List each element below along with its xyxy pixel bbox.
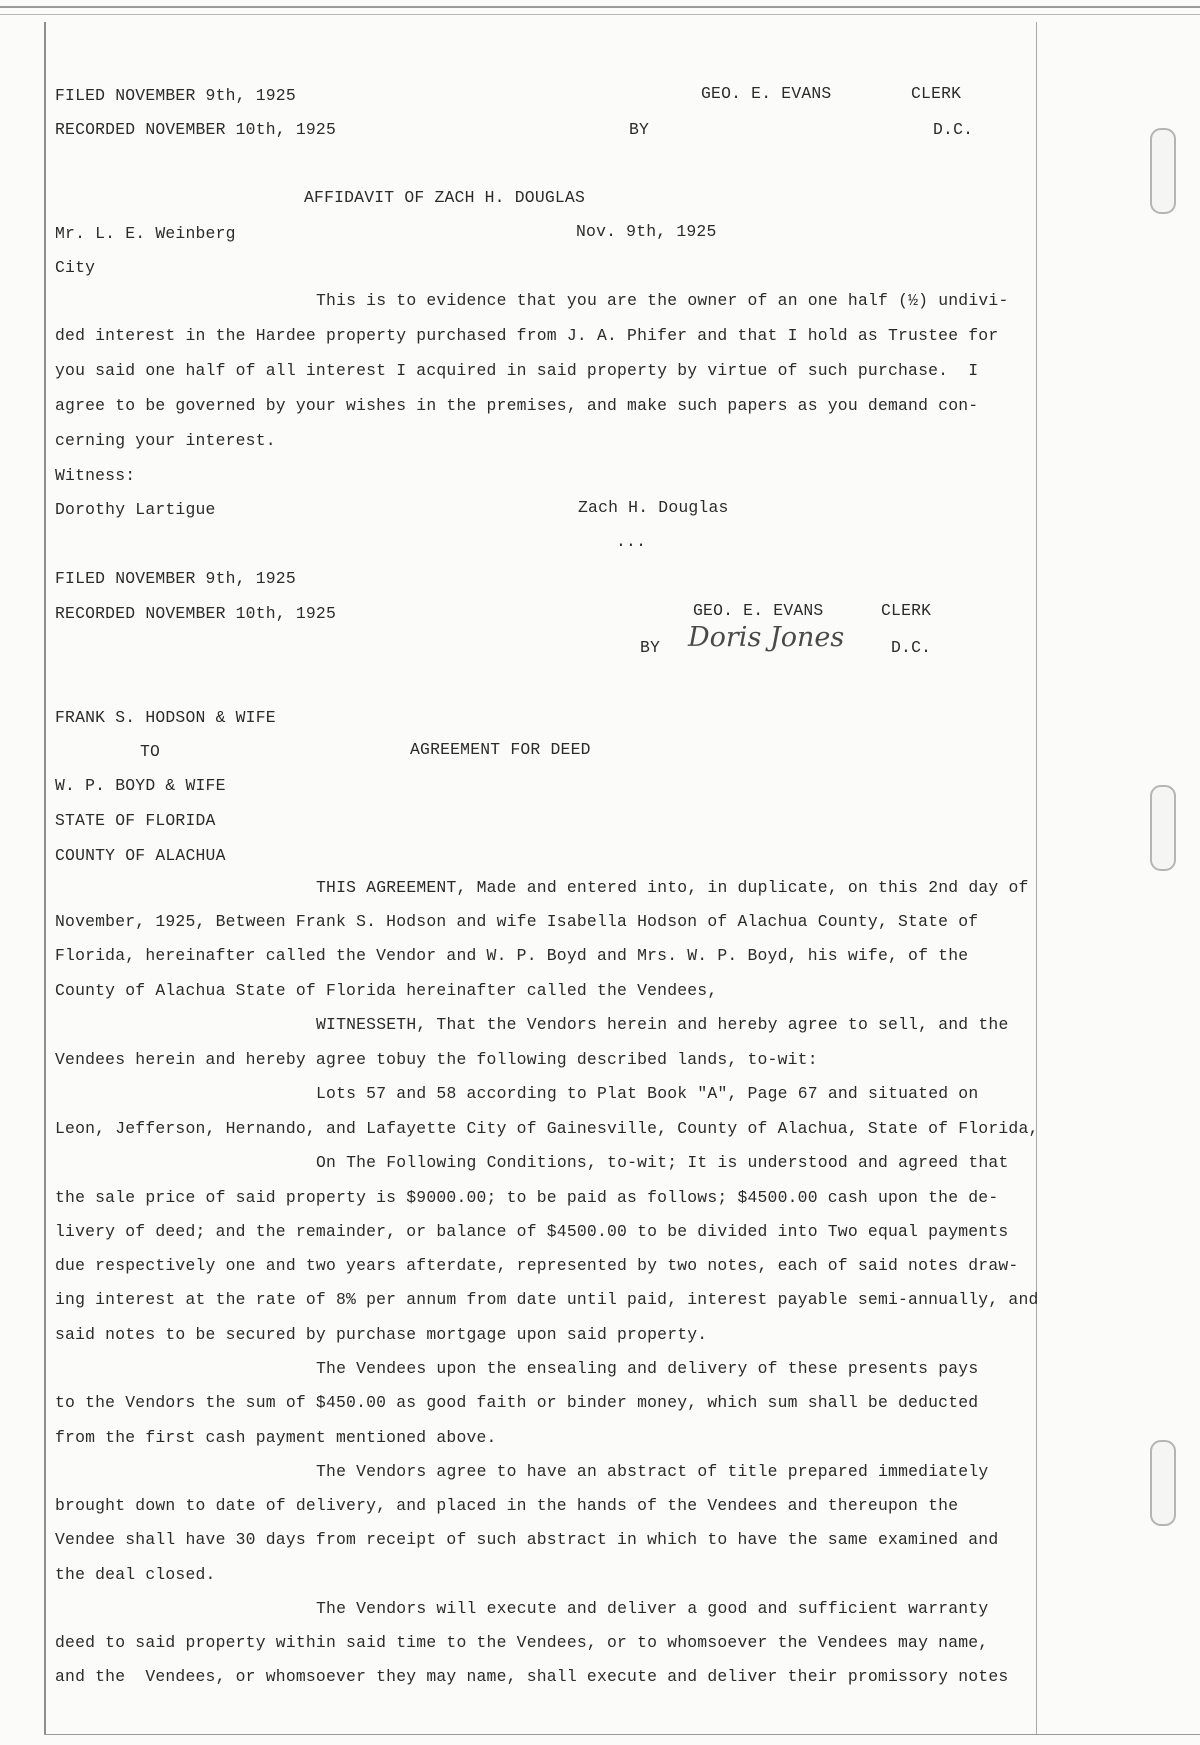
- left-margin-line: [44, 22, 46, 1734]
- binder-hole-icon: [1150, 128, 1176, 214]
- affidavit-paragraph-line: cerning your interest.: [55, 431, 276, 450]
- agreement-title: AGREEMENT FOR DEED: [410, 740, 591, 759]
- agreement-paragraph-line: The Vendees upon the ensealing and delivery of these presents pays: [316, 1359, 979, 1378]
- recorded-date: RECORDED NOVEMBER 10th, 1925: [55, 120, 337, 139]
- agreement-paragraph-line: The Vendors will execute and deliver a good and sufficient warranty: [316, 1599, 989, 1618]
- deputy-clerk-label: D.C.: [891, 638, 932, 657]
- recorded-date: RECORDED NOVEMBER 10th, 1925: [55, 604, 337, 623]
- top-page-rule: [0, 6, 1200, 15]
- clerk-label: CLERK: [881, 601, 932, 620]
- affidavit-paragraph-line: agree to be governed by your wishes in the premises, and make such papers as you demand con-: [55, 396, 979, 415]
- affidavit-title: AFFIDAVIT OF ZACH H. DOUGLAS: [304, 188, 586, 207]
- filed-date: FILED NOVEMBER 9th, 1925: [55, 569, 296, 588]
- agreement-paragraph-line: the sale price of said property is $9000.00; to be paid as follows; $4500.00 cash upon the de-: [55, 1188, 999, 1207]
- section-separator: ...: [616, 532, 647, 551]
- agreement-paragraph-line: due respectively one and two years afterdate, represented by two notes, each of said notes draw-: [55, 1256, 1019, 1275]
- by-label: BY: [629, 120, 650, 139]
- affidavit-paragraph-line: you said one half of all interest I acquired in said property by virtue of such purchase. I: [55, 361, 979, 380]
- agreement-paragraph-line: to the Vendors the sum of $450.00 as good faith or binder money, which sum shall be deducted: [55, 1393, 979, 1412]
- agreement-paragraph-line: and the Vendees, or whomsoever they may name, shall execute and deliver their promissory notes: [55, 1667, 1009, 1686]
- clerk-name: GEO. E. EVANS: [701, 84, 832, 103]
- witness-label: Witness:: [55, 466, 136, 485]
- clerk-label: CLERK: [911, 84, 962, 103]
- agreement-paragraph-line: On The Following Conditions, to-wit; It is understood and agreed that: [316, 1153, 1009, 1172]
- agreement-paragraph-line: Florida, hereinafter called the Vendor and W. P. Boyd and Mrs. W. P. Boyd, his wife, of the: [55, 946, 969, 965]
- agreement-paragraph-line: County of Alachua State of Florida hereinafter called the Vendees,: [55, 981, 718, 1000]
- right-margin-line: [1036, 22, 1037, 1734]
- agreement-paragraph-line: Lots 57 and 58 according to Plat Book "A", Page 67 and situated on: [316, 1084, 979, 1103]
- agreement-paragraph-line: November, 1925, Between Frank S. Hodson and wife Isabella Hodson of Alachua County, State of: [55, 912, 979, 931]
- agreement-paragraph-line: Vendee shall have 30 days from receipt of such abstract in which to have the same examined and: [55, 1530, 999, 1549]
- agreement-paragraph-line: The Vendors agree to have an abstract of title prepared immediately: [316, 1462, 989, 1481]
- agreement-paragraph-line: said notes to be secured by purchase mortgage upon said property.: [55, 1325, 708, 1344]
- agreement-paragraph-line: from the first cash payment mentioned above.: [55, 1428, 497, 1447]
- addressee-city: City: [55, 258, 96, 277]
- deputy-clerk-label: D.C.: [933, 120, 974, 139]
- filed-date: FILED NOVEMBER 9th, 1925: [55, 86, 296, 105]
- affidavit-paragraph-line: This is to evidence that you are the owner of an one half (½) undivi-: [316, 291, 1009, 310]
- agreement-paragraph-line: the deal closed.: [55, 1565, 216, 1584]
- agreement-paragraph-line: deed to said property within said time to the Vendees, or to whomsoever the Vendees may name,: [55, 1633, 989, 1652]
- agreement-paragraph-line: Leon, Jefferson, Hernando, and Lafayette City of Gainesville, County of Alachua, State of Florida,: [55, 1119, 1039, 1138]
- by-label: BY: [640, 638, 661, 657]
- agreement-paragraph-line: Vendees herein and hereby agree tobuy the following described lands, to-wit:: [55, 1050, 818, 1069]
- deputy-clerk-signature: Doris Jones: [688, 622, 845, 653]
- bottom-page-rule: [44, 1734, 1200, 1735]
- agreement-paragraph-line: WITNESSETH, That the Vendors herein and hereby agree to sell, and the: [316, 1015, 1009, 1034]
- affiant-signature-name: Zach H. Douglas: [578, 498, 729, 517]
- agreement-paragraph-line: ing interest at the rate of 8% per annum from date until paid, interest payable semi-annually, and: [55, 1290, 1039, 1309]
- affidavit-date: Nov. 9th, 1925: [576, 222, 717, 241]
- affidavit-paragraph-line: ded interest in the Hardee property purchased from J. A. Phifer and that I hold as Trustee for: [55, 326, 999, 345]
- binder-hole-icon: [1150, 785, 1176, 871]
- to-label: TO: [140, 742, 161, 761]
- agreement-paragraph-line: brought down to date of delivery, and placed in the hands of the Vendees and thereupon the: [55, 1496, 959, 1515]
- agreement-paragraph-line: THIS AGREEMENT, Made and entered into, in duplicate, on this 2nd day of: [316, 878, 1029, 897]
- clerk-name: GEO. E. EVANS: [693, 601, 824, 620]
- county-heading: COUNTY OF ALACHUA: [55, 846, 226, 865]
- addressee: Mr. L. E. Weinberg: [55, 224, 236, 243]
- binder-hole-icon: [1150, 1440, 1176, 1526]
- grantee-party: W. P. BOYD & WIFE: [55, 776, 226, 795]
- state-heading: STATE OF FLORIDA: [55, 811, 216, 830]
- grantor-party: FRANK S. HODSON & WIFE: [55, 708, 276, 727]
- witness-name: Dorothy Lartigue: [55, 500, 216, 519]
- agreement-paragraph-line: livery of deed; and the remainder, or balance of $4500.00 to be divided into Two equal payments: [55, 1222, 1009, 1241]
